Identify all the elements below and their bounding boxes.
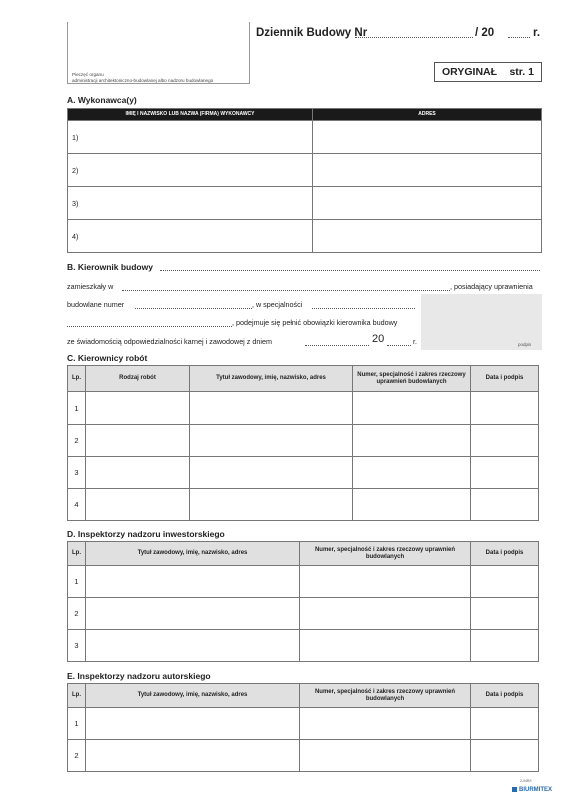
- start-date-field[interactable]: [305, 345, 369, 346]
- contractor-row-1[interactable]: 1): [68, 121, 313, 154]
- table-cell[interactable]: [86, 598, 300, 630]
- section-d-title: D. Inspektorzy nadzoru inwestorskiego: [67, 529, 225, 539]
- table-cell[interactable]: [190, 425, 353, 457]
- table-cell[interactable]: [190, 392, 353, 425]
- table-cell[interactable]: [353, 457, 471, 489]
- table-row: [68, 425, 539, 457]
- table-cell[interactable]: [353, 392, 471, 425]
- table-cell[interactable]: [471, 630, 539, 662]
- year-separator: / 20: [475, 27, 495, 39]
- table-row: [68, 489, 539, 521]
- works-type-header: Rodzaj robót: [86, 366, 190, 392]
- section-c-title: C. Kierownicy robót: [67, 353, 148, 363]
- table-row: [68, 630, 539, 662]
- row-number: 3: [68, 457, 86, 489]
- table-cell[interactable]: [471, 566, 539, 598]
- table-cell[interactable]: [86, 630, 300, 662]
- table-cell[interactable]: [86, 740, 300, 772]
- contractor-name-header: IMIĘ I NAZWISKO LUB NAZWA (FIRMA) WYKONAWCY: [68, 109, 313, 121]
- contractor-row-3[interactable]: 3): [68, 187, 313, 220]
- residence-label: zamieszkały w: [67, 282, 114, 291]
- document-title: Dziennik Budowy Nr: [256, 27, 368, 39]
- brand-name: BIURMITEX: [519, 787, 552, 794]
- row-number: 2: [68, 425, 86, 457]
- row-number: 3: [68, 630, 86, 662]
- table-cell[interactable]: [190, 489, 353, 521]
- form-code: 2-04R/I: [520, 779, 532, 783]
- start-year-prefix: 20: [372, 333, 385, 345]
- row-number: 2: [68, 740, 86, 772]
- lp-header: Lp.: [68, 684, 86, 708]
- table-cell[interactable]: [300, 740, 471, 772]
- works-managers-table: [67, 365, 539, 521]
- table-row: [68, 740, 539, 772]
- date-signature-header: Data i podpis: [471, 684, 539, 708]
- table-cell[interactable]: [86, 392, 190, 425]
- table-cell[interactable]: [86, 708, 300, 740]
- page-label: str. 1: [509, 66, 534, 78]
- date-signature-header: Data i podpis: [471, 542, 539, 566]
- table-cell[interactable]: [353, 425, 471, 457]
- row-number: 1: [68, 708, 86, 740]
- row-number: 1: [68, 566, 86, 598]
- table-cell[interactable]: [86, 489, 190, 521]
- brand-mark-icon: [512, 787, 517, 792]
- start-year-suffix: r.: [413, 337, 417, 346]
- brand-logo: [512, 787, 552, 793]
- qualifications-header: Numer, specjalność i zakres rzeczowy uprawnień budowlanych: [300, 684, 471, 708]
- specialty-continued-field[interactable]: [67, 326, 232, 327]
- row-number: 1: [68, 392, 86, 425]
- table-cell[interactable]: [471, 489, 539, 521]
- qualifications-header: Numer, specjalność i zakres rzeczowy uprawnień budowlanych: [300, 542, 471, 566]
- contractor-row-4[interactable]: 4): [68, 220, 313, 253]
- contractor-address-1[interactable]: [313, 121, 542, 154]
- investor-inspectors-table: [67, 541, 539, 662]
- author-inspectors-table: [67, 683, 539, 772]
- contractor-address-3[interactable]: [313, 187, 542, 220]
- contractor-address-2[interactable]: [313, 154, 542, 187]
- table-row: [68, 121, 542, 154]
- row-number: 2: [68, 598, 86, 630]
- row-number: 4: [68, 489, 86, 521]
- stamp-caption: [72, 72, 213, 84]
- duties-label: , podejmuje się pełnić obowiązki kierownika budowy: [232, 318, 398, 327]
- table-row: [68, 220, 542, 253]
- date-signature-header: Data i podpis: [471, 366, 539, 392]
- qualifications-label: , posiadający uprawnienia: [450, 282, 533, 291]
- start-year-field[interactable]: [387, 345, 411, 346]
- section-b-title: B. Kierownik budowy: [67, 262, 153, 272]
- table-row: [68, 187, 542, 220]
- signature-label: podpis: [518, 342, 532, 347]
- table-row: [68, 457, 539, 489]
- license-number-field[interactable]: [135, 308, 252, 309]
- year-suffix: r.: [533, 27, 541, 39]
- year-field[interactable]: [508, 37, 530, 38]
- table-cell[interactable]: [300, 708, 471, 740]
- contractors-table: [67, 108, 542, 253]
- name-address-header: Tytuł zawodowy, imię, nazwisko, adres: [86, 542, 300, 566]
- original-box: [434, 62, 542, 82]
- original-label: ORYGINAŁ: [442, 66, 498, 78]
- table-cell[interactable]: [190, 457, 353, 489]
- contractor-row-2[interactable]: 2): [68, 154, 313, 187]
- stamp-line1: Pieczęć organu: [72, 72, 104, 77]
- name-address-header: Tytuł zawodowy, imię, nazwisko, adres: [190, 366, 353, 392]
- lp-header: Lp.: [68, 542, 86, 566]
- table-cell[interactable]: [471, 457, 539, 489]
- specialty-field[interactable]: [312, 308, 415, 309]
- table-cell[interactable]: [300, 566, 471, 598]
- table-cell[interactable]: [300, 630, 471, 662]
- contractor-address-4[interactable]: [313, 220, 542, 253]
- responsibility-label: ze świadomością odpowiedzialności karnej i zawodowej z dniem: [67, 337, 272, 346]
- table-row: [68, 154, 542, 187]
- table-cell[interactable]: [471, 740, 539, 772]
- journal-number-field[interactable]: [355, 37, 473, 38]
- name-address-header: Tytuł zawodowy, imię, nazwisko, adres: [86, 684, 300, 708]
- qualifications-header: Numer, specjalność i zakres rzeczowy uprawnień budowlanych: [353, 366, 471, 392]
- table-cell[interactable]: [471, 425, 539, 457]
- table-cell[interactable]: [300, 598, 471, 630]
- lp-header: Lp.: [68, 366, 86, 392]
- table-cell[interactable]: [86, 457, 190, 489]
- contractor-address-header: ADRES: [313, 109, 542, 121]
- stamp-line2: administracji architektoniczno-budowlanej albo nadzoru budowlanego: [72, 78, 214, 83]
- specialty-label: , w specjalności: [252, 300, 303, 309]
- table-cell[interactable]: [471, 708, 539, 740]
- section-e-title: E. Inspektorzy nadzoru autorskiego: [67, 671, 211, 681]
- table-row: [68, 566, 539, 598]
- table-cell[interactable]: [86, 566, 300, 598]
- table-row: [68, 708, 539, 740]
- table-cell[interactable]: [353, 489, 471, 521]
- section-a-title: A. Wykonawca(y): [67, 95, 137, 105]
- license-number-label: budowlane numer: [67, 300, 125, 309]
- table-row: [68, 598, 539, 630]
- table-cell[interactable]: [86, 425, 190, 457]
- table-cell[interactable]: [471, 392, 539, 425]
- site-manager-name-field[interactable]: [160, 270, 540, 271]
- residence-field[interactable]: [122, 290, 450, 291]
- table-row: [68, 392, 539, 425]
- table-cell[interactable]: [471, 598, 539, 630]
